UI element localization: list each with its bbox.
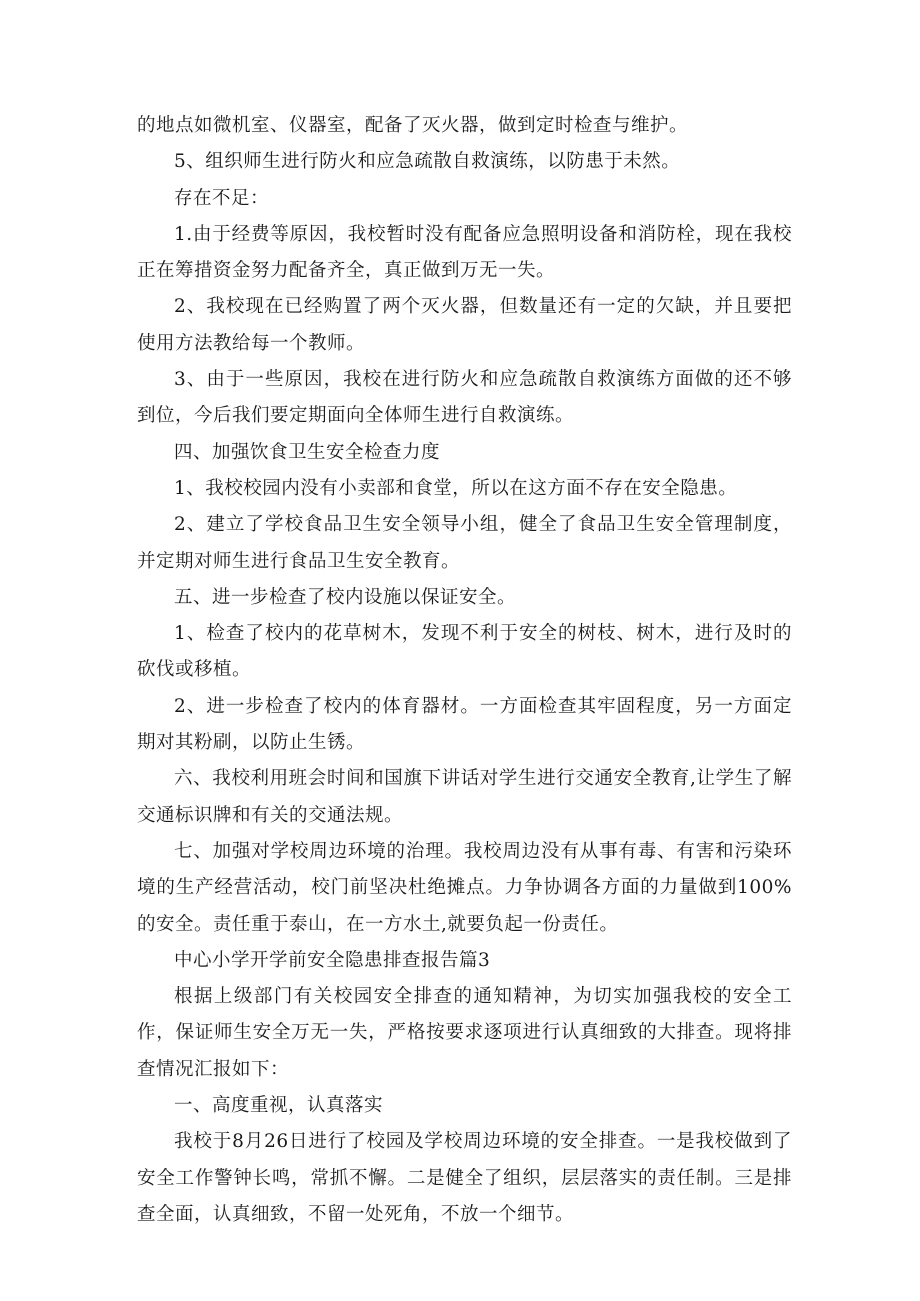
paragraph: 1、我校校园内没有小卖部和食堂，所以在这方面不存在安全隐患。: [174, 477, 738, 499]
paragraph: 2、进一步检查了校内的体育器材。一方面检查其牢固程度，另一方面定期对其粉刷，以防止生锈。: [137, 695, 792, 754]
section-heading: 七、加强对学校周边环境的治理。我校周边没有从事有毒、有害和污染环境的生产经营活动，校门前坚决杜绝摊点。力争协调各方面的力量做到100%的安全。责任重于泰山，在一方水土,就要负起一份责任。: [137, 840, 792, 935]
paragraph: 根据上级部门有关校园安全排查的通知精神，为切实加强我校的安全工作，保证师生安全万无一失，严格按要求逐项进行认真细致的大排查。现将排查情况汇报如下：: [137, 986, 792, 1080]
section-heading: 五、进一步检查了校内设施以保证安全。: [174, 586, 517, 608]
paragraph: 2、建立了学校食品卫生安全领导小组，健全了食品卫生安全管理制度，并定期对师生进行食品卫生安全教育。: [137, 514, 792, 572]
section-heading: 存在不足：: [174, 187, 270, 209]
paragraph: 1.由于经费等原因，我校暂时没有配备应急照明设备和消防栓，现在我校正在筹措资金努力配备齐全，真正做到万无一失。: [137, 223, 792, 282]
section-heading: 四、加强饮食卫生安全检查力度: [174, 441, 441, 463]
document-body: [137, 108, 792, 1233]
article-title: 中心小学开学前安全隐患排查报告篇3: [174, 949, 491, 971]
paragraph: 我校于8月26日进行了校园及学校周边环境的安全排查。一是我校做到了安全工作警钟长鸣，常抓不懈。二是健全了组织，层层落实的责任制。三是排查全面，认真细致，不留一处死角，不放一个细节。: [137, 1131, 792, 1225]
paragraph: 2、我校现在已经购置了两个灭火器，但数量还有一定的欠缺，并且要把使用方法教给每一个教师。: [137, 296, 792, 354]
section-heading: 一、高度重视，认真落实: [174, 1095, 384, 1117]
paragraph: 5、组织师生进行防火和应急疏散自救演练，以防患于未然。: [174, 151, 681, 173]
paragraph: 的地点如微机室、仪器室，配备了灭火器，做到定时检查与维护。: [137, 115, 689, 136]
paragraph: 1、检查了校内的花草树木，发现不利于安全的树枝、树木，进行及时的砍伐或移植。: [137, 623, 792, 681]
section-heading: 六、我校利用班会时间和国旗下讲话对学生进行交通安全教育,让学生了解交通标识牌和有关的交通法规。: [137, 768, 792, 826]
paragraph: 3、由于一些原因，我校在进行防火和应急疏散自救演练方面做的还不够到位，今后我们要定期面向全体师生进行自救演练。: [137, 369, 792, 427]
